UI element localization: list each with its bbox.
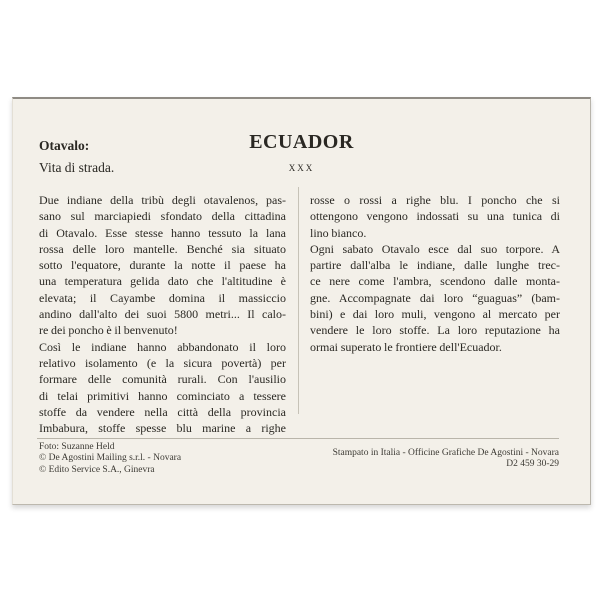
text-line: ottengono vengono indossati su una tunica di	[310, 209, 560, 224]
text-line: formare delle comunità rurali. Con l'ausilio	[39, 372, 286, 387]
text-line: © Edito Service S.A., Ginevra	[39, 464, 155, 475]
text-line: una temperatura gelida dato che l'altitudine è	[39, 274, 286, 289]
text-line: Foto: Suzanne Held	[39, 442, 115, 452]
postcard-back	[12, 97, 591, 505]
text-line: di Otavalo. Esse stesse hanno tessuto la lana	[39, 225, 286, 240]
text-line: partire dall'alba le indiane, dalle lunghe trec-	[310, 258, 560, 273]
text-line: sano sul marciapiedi sfondato della cittadina	[39, 209, 286, 224]
text-line: Così le indiane hanno abbandonato il loro	[39, 339, 286, 354]
text-line: elevata; il Cayambe domina il massiccio	[39, 290, 286, 305]
text-line: © De Agostini Mailing s.r.l. - Novara	[39, 453, 182, 464]
place-subheading: Vita di strada.	[39, 160, 115, 175]
text-line: Imbabura, stoffe spesse blu marine a righe	[39, 421, 286, 436]
text-line: ormai superato le frontiere dell'Ecuador.	[310, 339, 502, 354]
text-column-left	[39, 192, 286, 436]
text-line: re dei poncho è il benvenuto!	[39, 323, 178, 338]
column-divider	[298, 187, 299, 414]
text-line: lino bianco.	[310, 225, 367, 240]
footer-credits	[39, 442, 181, 476]
card-marker: XXX	[288, 163, 315, 173]
text-line: sotto l'equatore, durante la notte il paese ha	[39, 258, 286, 273]
text-line: Ogni sabato Otavalo esce dal suo torpore. A	[310, 241, 560, 256]
footer-print-info	[333, 448, 559, 471]
text-line: Stampato in Italia - Officine Grafiche De Agostini - Novara	[332, 448, 559, 458]
text-line: rosse o rossi a righe blu. I poncho che si	[310, 193, 560, 207]
body-text	[39, 192, 560, 436]
text-line: andino dall'alto dei suoi 5800 metri... Il calo-	[39, 307, 286, 322]
text-line: relativo isolamento (e la sicura povertà) per	[39, 355, 286, 370]
text-line: bini) e dai loro muli, vengono al mercato per	[310, 307, 560, 322]
text-line: rossa delle loro mantelle. Benché sia situato	[39, 241, 286, 256]
text-line: vendere le loro stoffe. La loro reputazione ha	[310, 323, 560, 338]
text-line: Due indiane della tribù degli otavalenos, pas-	[39, 193, 286, 207]
place-heading: Otavalo:	[39, 138, 90, 153]
footer-rule	[37, 438, 559, 439]
text-line: gne. Accompagnate dai loro “guaguas” (bam-	[310, 290, 560, 305]
text-line: di telai primitivi hanno cominciato a tessere	[39, 388, 286, 403]
card-title: ECUADOR	[249, 131, 354, 153]
text-line: ce nere come l'ambra, scendono dalle monta-	[310, 274, 560, 289]
text-column-right	[310, 192, 560, 355]
text-line: D2 459 30-29	[506, 459, 559, 470]
text-line: stoffe da vendere nella città della provincia	[39, 404, 286, 419]
